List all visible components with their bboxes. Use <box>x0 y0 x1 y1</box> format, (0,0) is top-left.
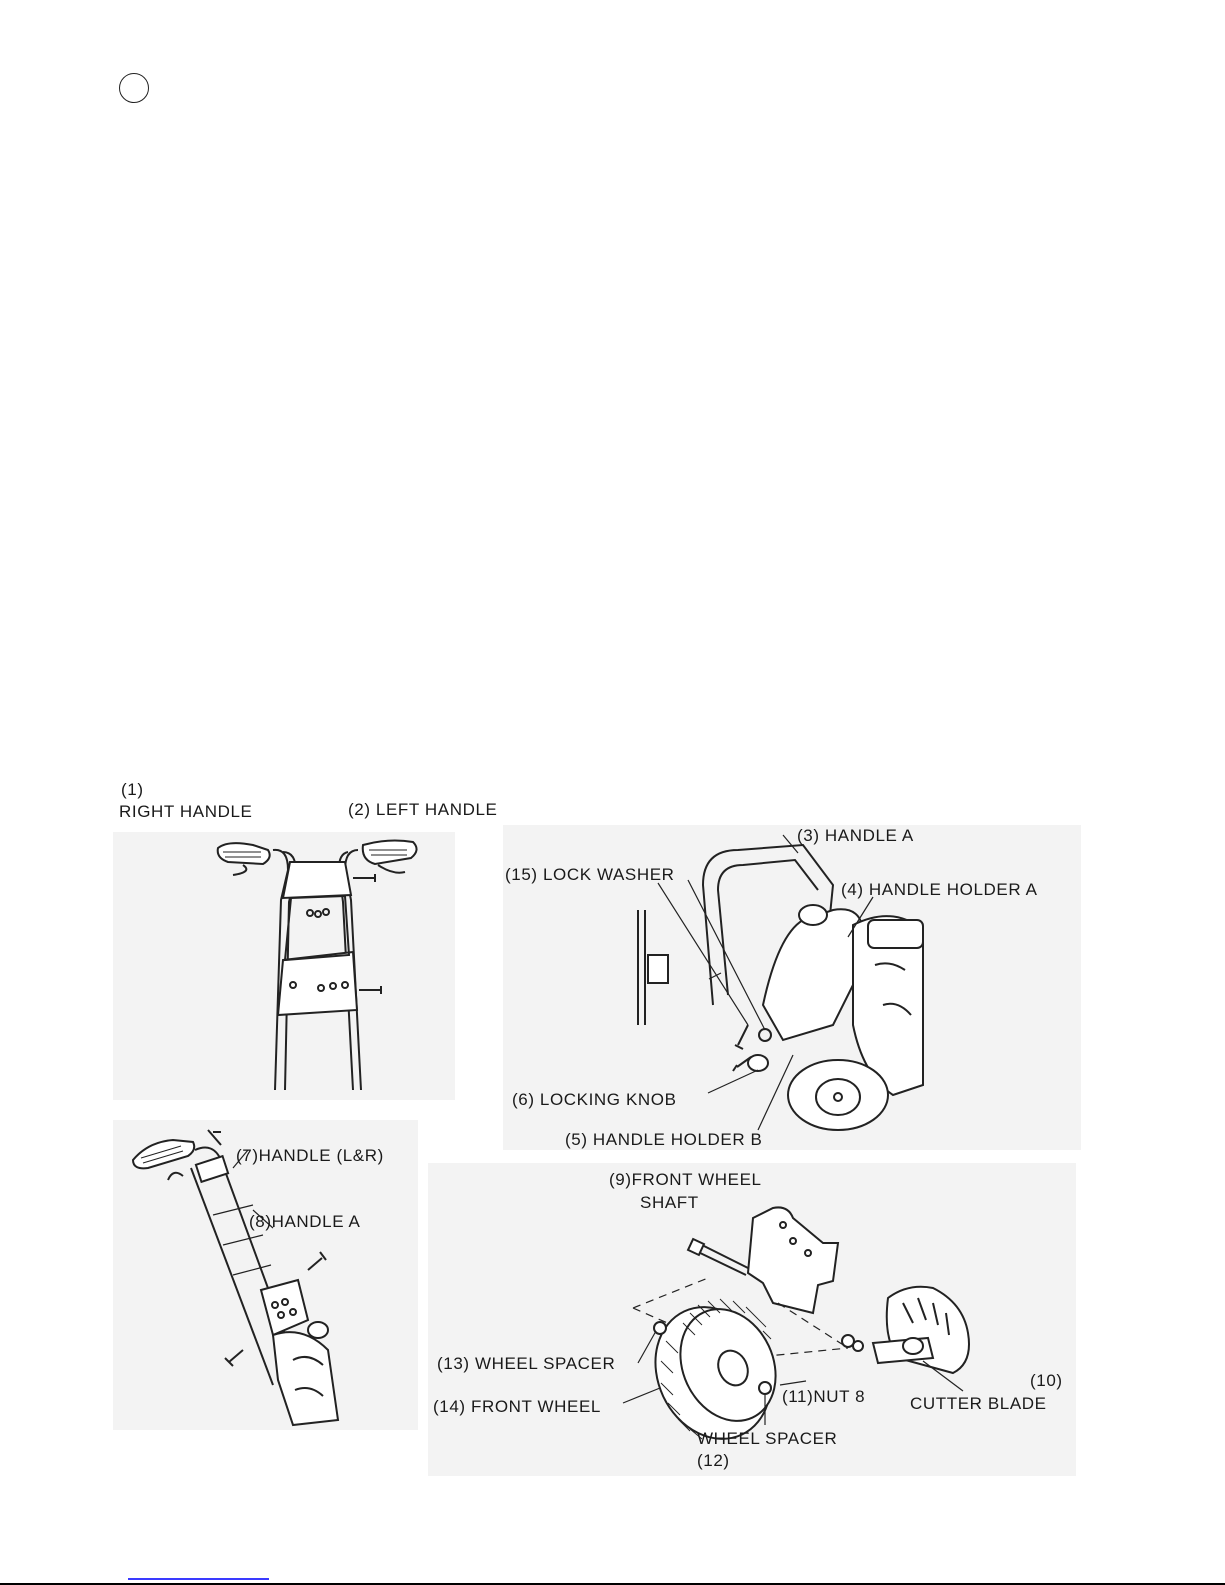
handle-side-drawing <box>113 1120 418 1430</box>
label-nut-8: (11)NUT 8 <box>782 1387 866 1406</box>
label-wheel-spacer-12-num: (12) <box>697 1451 730 1470</box>
label-handle-lr: (7)HANDLE (L&R) <box>236 1146 384 1165</box>
label-handle-a-8: (8)HANDLE A <box>249 1212 361 1231</box>
label-left-handle: (2) LEFT HANDLE <box>348 800 498 819</box>
label-right-handle: RIGHT HANDLE <box>119 802 253 821</box>
label-cutter-blade-num: (10) <box>1030 1371 1063 1390</box>
label-right-handle-num: (1) <box>121 780 144 799</box>
label-front-wheel-shaft-2: SHAFT <box>640 1193 699 1212</box>
label-front-wheel-shaft-1: (9)FRONT WHEEL <box>609 1170 762 1189</box>
label-locking-knob: (6) LOCKING KNOB <box>512 1090 677 1109</box>
label-handle-holder-b: (5) HANDLE HOLDER B <box>565 1130 763 1149</box>
page-marker-circle <box>119 73 149 103</box>
label-handle-holder-a: (4) HANDLE HOLDER A <box>841 880 1038 899</box>
label-wheel-spacer-13: (13) WHEEL SPACER <box>437 1354 616 1373</box>
label-wheel-spacer-12: WHEEL SPACER <box>697 1429 838 1448</box>
label-front-wheel-14: (14) FRONT WHEEL <box>433 1397 601 1416</box>
page-link-underline <box>128 1578 269 1580</box>
handle-assembly-drawing <box>113 820 513 1110</box>
label-handle-a: (3) HANDLE A <box>797 826 914 845</box>
label-lock-washer: (15) LOCK WASHER <box>505 865 675 884</box>
label-cutter-blade: CUTTER BLADE <box>910 1394 1047 1413</box>
